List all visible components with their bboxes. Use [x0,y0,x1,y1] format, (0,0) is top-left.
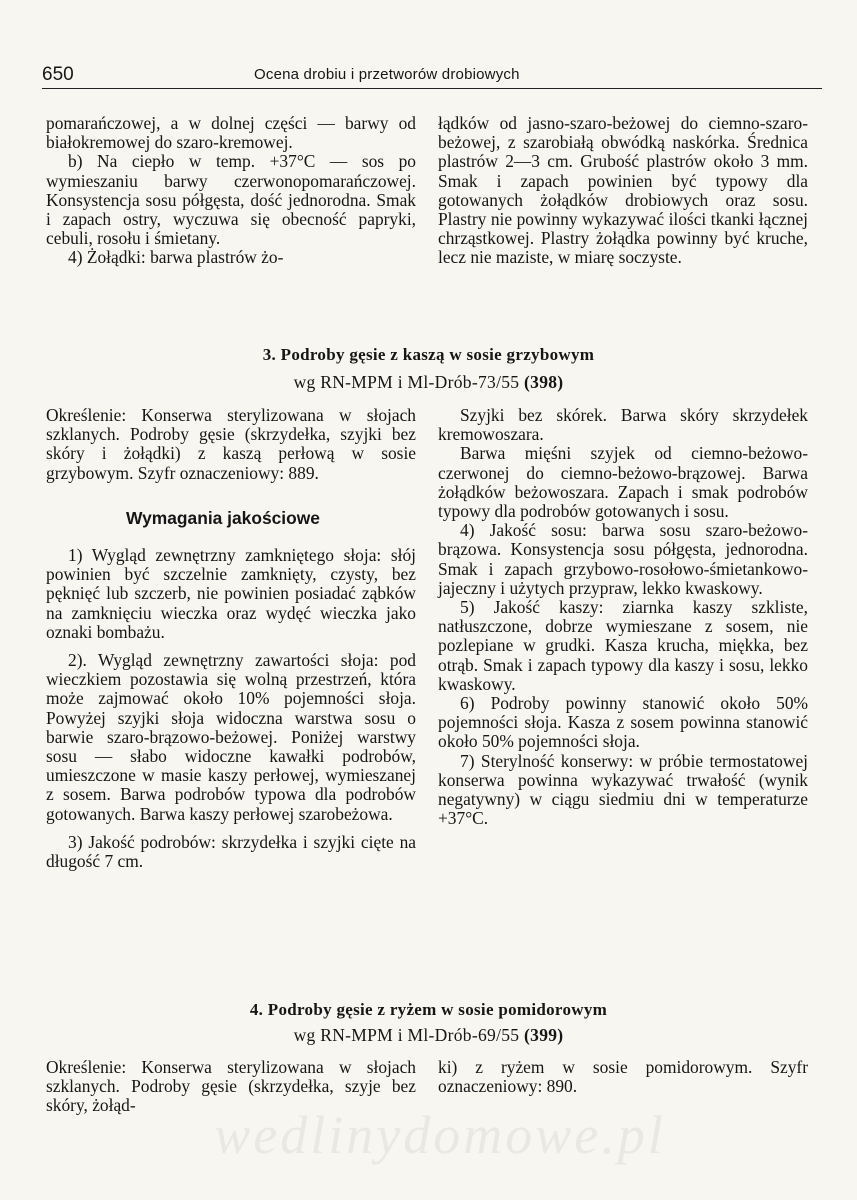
running-title: Ocena drobiu i przetworów drobiowych [254,66,520,83]
page-number: 650 [42,64,74,85]
recipe-number: (399) [524,1025,564,1045]
paragraph: b) Na ciepło w temp. +37°C — sos po wymieszaniu barwy czerwonopomarańczowej. Konsystencja sosu półgęsta, dość jednorodna. Smak i zapach ostry, wyczuwa się obecność papryki, cebuli, rosołu i śmietany. [46,151,416,249]
recipe-number: (398) [524,372,564,392]
section-4-title: 4. Podroby gęsie z ryżem w sosie pomidorowym [249,1000,608,1019]
section-3-title: 3. Podroby gęsie z kaszą w sosie grzybowym [262,345,595,364]
section-3-standard [0,372,857,393]
paragraph: pomarańczowej, a w dolnej części — barwy od białokremowej do szaro-kremowej. [46,113,416,153]
definition: Określenie: Konserwa sterylizowana w słojach szklanych. Podroby gęsie (skrzydełka, szyjki bez skóry i żołądki) z kaszą perłową w sosie grzybowym. Szyfr oznaczeniowy: 889. [46,405,416,483]
paragraph: 5) Jakość kaszy: ziarnka kaszy szkliste, natłuszczone, dobrze wymieszane z sosem, nie pozlepiane w grudki. Kasza krucha, miękka, bez otrąb. Smak i zapach typowy dla kaszy i sosu, lekko kwaskowy. [438,597,808,694]
subheading: Wymagania jakościowe [126,507,320,528]
paragraph: 4) Jakość sosu: barwa sosu szaro-beżowo-brązowa. Konsystencja sosu półgęsta, jednorodna. Smak i zapach grzybowo-rosołowo-śmietankowo-jajeczny i użytych przypraw, lekko kwaskowy. [438,520,808,598]
paragraph: 7) Sterylność konserwy: w próbie termostatowej konserwa powinna wykazywać trwałość (wynik negatywny) w ciągu siedmiu dni w temperaturze +37°C. [438,750,808,829]
paragraph: 2). Wygląd zewnętrzny zawartości słoja: pod wieczkiem pozostawia się wolną przestrzeń, która może zajmować około 10% pojemności słoja. Powyżej szyjki słoja widoczna warstwa sosu o barwie szaro-brązowo-beżowej. Poniżej warstwy sosu — słabo widoczne kawałki podrobów, umieszczone w masie kaszy perłowej, wymieszanej z sosem. Barwa podrobów typowa dla podrobów gotowanych. Barwa kaszy perłowej szarobeżowa. [46,650,416,824]
section-4-standard [0,1025,857,1046]
paragraph: Barwa mięśni szyjek od ciemno-beżowo-czerwonej do ciemno-beżowo-brązowej. Barwa żołądków beżowoszara. Zapach i smak podrobów typowy dla podrobów gotowanych i sosu. [438,443,808,522]
paragraph: 3) Jakość podrobów: skrzydełka i szyjki cięte na długość 7 cm. [46,831,416,872]
top-right-column [438,114,808,268]
page-header [42,64,822,89]
section-3-left-column [46,406,416,871]
paragraph: Szyjki bez skórek. Barwa skóry skrzydełek kremowoszara. [438,405,808,445]
definition-continued: ki) z ryżem w sosie pomidorowym. Szyfr oznaczeniowy: 890. [438,1057,808,1097]
top-left-column [46,114,416,268]
paragraph: 4) Żołądki: barwa plastrów żo- [68,247,284,268]
paragraph: 6) Podroby powinny stanowić około 50% pojemności słoja. Kasza z sosem powinna stanowić około 50% pojemności słoja. [438,693,808,752]
paragraph: 1) Wygląd zewnętrzny zamkniętego słoja: słój powinien być szczelnie zamknięty, czysty, bez pęknięć lub szczerb, nie powinien posiadać ząbków na zamknięciu wieczka oraz wydęć wieczka jako oznaki bombażu. [46,545,416,642]
section-4-right-column [438,1058,808,1096]
section-3-right-column [438,406,808,828]
standard-reference: wg RN-MPM i Ml-Drób-69/55 [293,1025,520,1045]
definition: Określenie: Konserwa sterylizowana w słojach szklanych. Podroby gęsie (skrzydełka, szyje bez skóry, żołąd- [46,1057,416,1116]
watermark: wedlinydomowe.pl [214,1105,666,1165]
standard-reference: wg RN-MPM i Ml-Drób-73/55 [293,372,520,392]
paragraph: łądków od jasno-szaro-beżowej do ciemno-szaro-beżowej, z szarobiałą obwódką naskórka. Średnica plastrów 2—3 cm. Grubość plastrów około 3 mm. Smak i zapach powinien być typowy dla gotowanych żołądków drobiowych oraz sosu. Plastry nie powinny wykazywać ilości tkanki łącznej chrząstkowej. Plastry żołądka powinny być kruche, lecz nie maziste, w miarę soczyste. [438,113,808,268]
